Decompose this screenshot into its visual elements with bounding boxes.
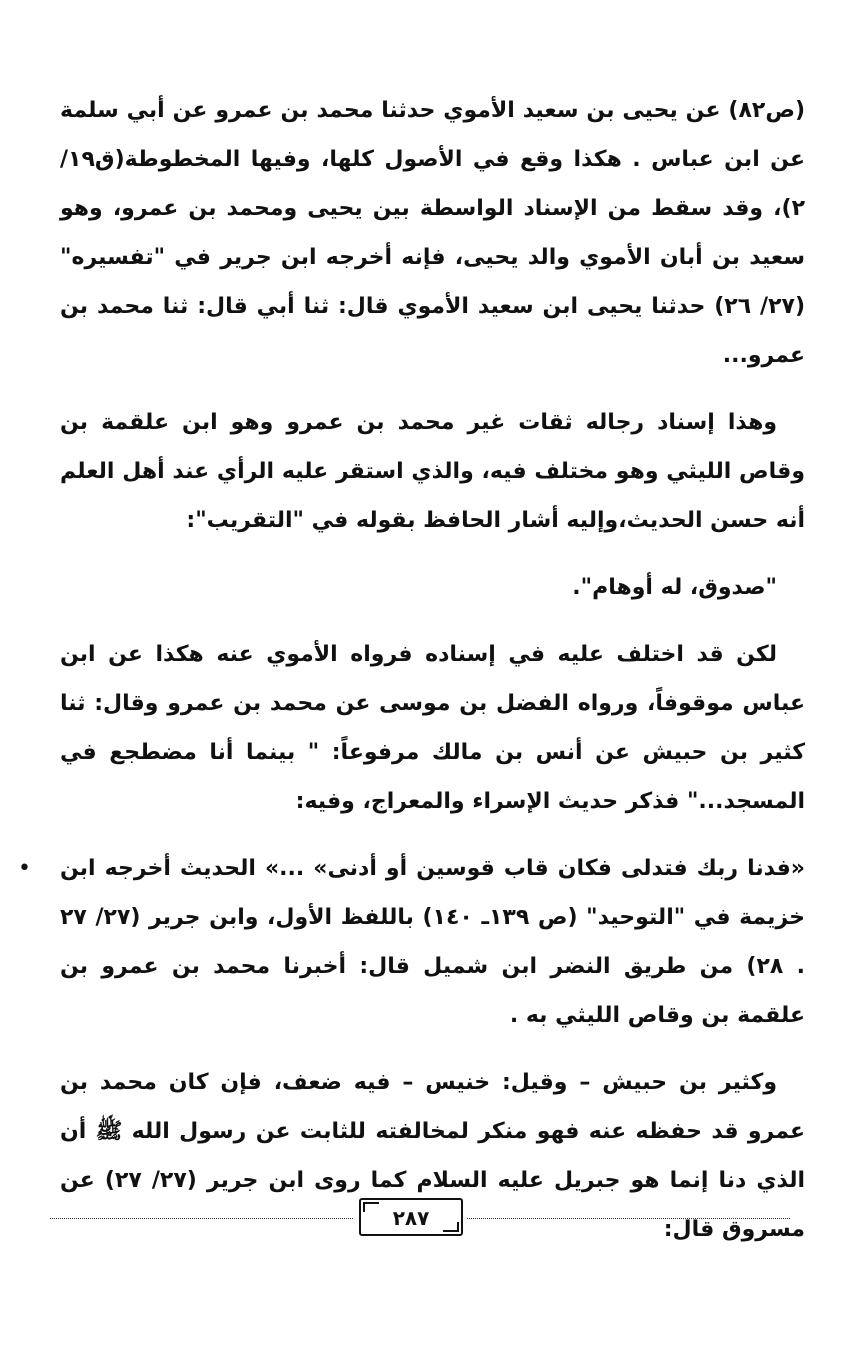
margin-dot: •	[18, 856, 31, 881]
paragraph-3: لكن قد اختلف عليه في إسناده فرواه الأموي عنه هكذا عن ابن عباس موقوفاً، ورواه الفضل بن موسى عن محمد بن عمرو وقال: ثنا كثير بن حبيش عن أنس بن مالك مرفوعاً: " بينما أنا مضطجع في المسجد..." فذكر حديث الإسراء والمعراج، وفيه:	[60, 642, 805, 814]
footer-rule-left	[50, 1218, 353, 1219]
paragraph-quote: "صدوق، له أوهام".	[572, 575, 777, 600]
page-number-frame	[359, 1198, 463, 1236]
footer-rule-right	[467, 1218, 790, 1219]
page-footer	[50, 1196, 790, 1240]
paragraph-1: (ص٨٢) عن يحيى بن سعيد الأموي حدثنا محمد بن عمرو عن أبي سلمة عن ابن عباس . هكذا وقع في الأصول كلها، وفيها المخطوطة(ق١٩/ ٢)، وقد سقط من الإسناد الواسطة بين يحيى ومحمد بن عمرو، وهو سعيد بن أبان الأموي والد يحيى، فإنه أخرجه ابن جرير في "تفسيره" (٢٧/ ٢٦) حدثنا يحيى ابن سعيد الأموي قال: ثنا أبي قال: ثنا محمد بن عمرو...	[60, 98, 805, 368]
paragraph-2: وهذا إسناد رجاله ثقات غير محمد بن عمرو وهو ابن علقمة بن وقاص الليثي وهو مختلف فيه، والذي استقر عليه الرأي عند أهل العلم أنه حسن الحديث،وإليه أشار الحافظ بقوله في "التقريب":	[60, 410, 805, 533]
page-number: ٢٨٧	[392, 1206, 430, 1230]
paragraph-5: وكثير بن حبيش – وقيل: خنيس – فيه ضعف، فإن كان محمد بن عمرو قد حفظه عنه فهو منكر لمخالفته للثابت عن رسول الله ﷺ أن الذي دنا إنما هو جبريل عليه السلام كما روى ابن جرير (٢٧/ ٢٧) عن مسروق قال:	[60, 1070, 806, 1242]
page-body	[60, 86, 805, 1272]
paragraph-4: «فدنا ربك فتدلى فكان قاب قوسين أو أدنى» ...» الحديث أخرجه ابن خزيمة في "التوحيد" (ص ١٣٩ـ ١٤٠) باللفظ الأول، وابن جرير (٢٧/ ٢٧ . ٢٨) من طريق النضر ابن شميل قال: أخبرنا محمد بن عمرو بن علقمة بن وقاص الليثي به .	[60, 856, 805, 1028]
